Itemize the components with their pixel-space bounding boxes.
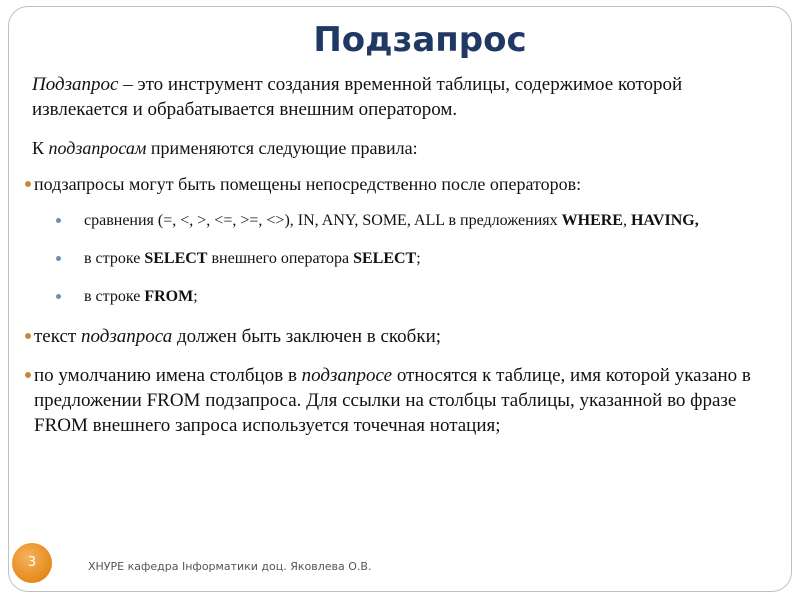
- page-number-badge: 3: [12, 543, 52, 583]
- footer-text: ХНУРЕ кафедра Інформатики доц. Яковлева О.В.: [88, 560, 372, 573]
- intro-text: – это инструмент создания временной таблицы, содержимое которой извлекается и обрабатывается внешним оператором.: [32, 74, 683, 120]
- intro-paragraph: [32, 72, 762, 122]
- keyword-select-2: SELECT: [353, 250, 417, 267]
- rules-intro: [32, 136, 762, 160]
- sub-item-select: [84, 248, 762, 270]
- bullet-parentheses-prefix: текст: [34, 326, 81, 347]
- bullet-parentheses-term: подзапроса: [80, 326, 173, 347]
- sub-item-comparison: [84, 210, 762, 232]
- rules-prefix: К: [32, 138, 49, 158]
- sub-item-select-text: в строке: [84, 250, 145, 267]
- bullet-dot-icon: [25, 333, 31, 339]
- keyword-having: HAVING,: [630, 212, 699, 229]
- keyword-where: WHERE: [561, 212, 623, 229]
- sub-item-select-mid: внешнего оператора: [207, 250, 354, 267]
- bullet-parentheses-rest: должен быть заключен в скобки;: [172, 326, 442, 347]
- slide-body: [32, 72, 762, 452]
- sub-bullet-dot-icon: [56, 256, 61, 261]
- intro-term: Подзапрос: [32, 74, 119, 95]
- slide-title: Подзапрос: [313, 20, 527, 60]
- bullet-column-names-prefix: по умолчанию имена столбцов в: [34, 365, 302, 386]
- bullet-column-names: [28, 363, 762, 438]
- bullet-placement-text: подзапросы могут быть помещены непосредственно после операторов:: [34, 174, 582, 194]
- rules-term: подзапросам: [48, 138, 147, 158]
- bullet-column-names-rest: относятся к таблице, имя которой указано в предложении FROM подзапроса. Для ссылки на столбцы таблицы, указанной во фразе FROM внешнего запроса используется точечная нотация;: [34, 365, 751, 436]
- bullet-parentheses: [28, 324, 762, 349]
- keyword-from: FROM: [144, 288, 194, 305]
- sub-item-from: [84, 286, 762, 308]
- bullet-dot-icon: [25, 372, 31, 378]
- sub-item-separator: ,: [622, 212, 631, 229]
- sub-item-select-end: ;: [416, 250, 421, 267]
- bullet-column-names-term: подзапросе: [301, 365, 393, 386]
- bullet-dot-icon: [25, 181, 31, 187]
- sub-item-from-text: в строке: [84, 288, 145, 305]
- sub-list: [32, 210, 762, 308]
- rules-rest: применяются следующие правила:: [146, 138, 418, 158]
- sub-bullet-dot-icon: [56, 218, 61, 223]
- bullet-placement: [28, 172, 762, 196]
- sub-item-comparison-text: сравнения (=, <, >, <=, >=, <>), IN, ANY, SOME, ALL в предложениях: [84, 212, 562, 229]
- sub-bullet-dot-icon: [56, 294, 61, 299]
- sub-item-from-end: ;: [193, 288, 198, 305]
- keyword-select-1: SELECT: [144, 250, 208, 267]
